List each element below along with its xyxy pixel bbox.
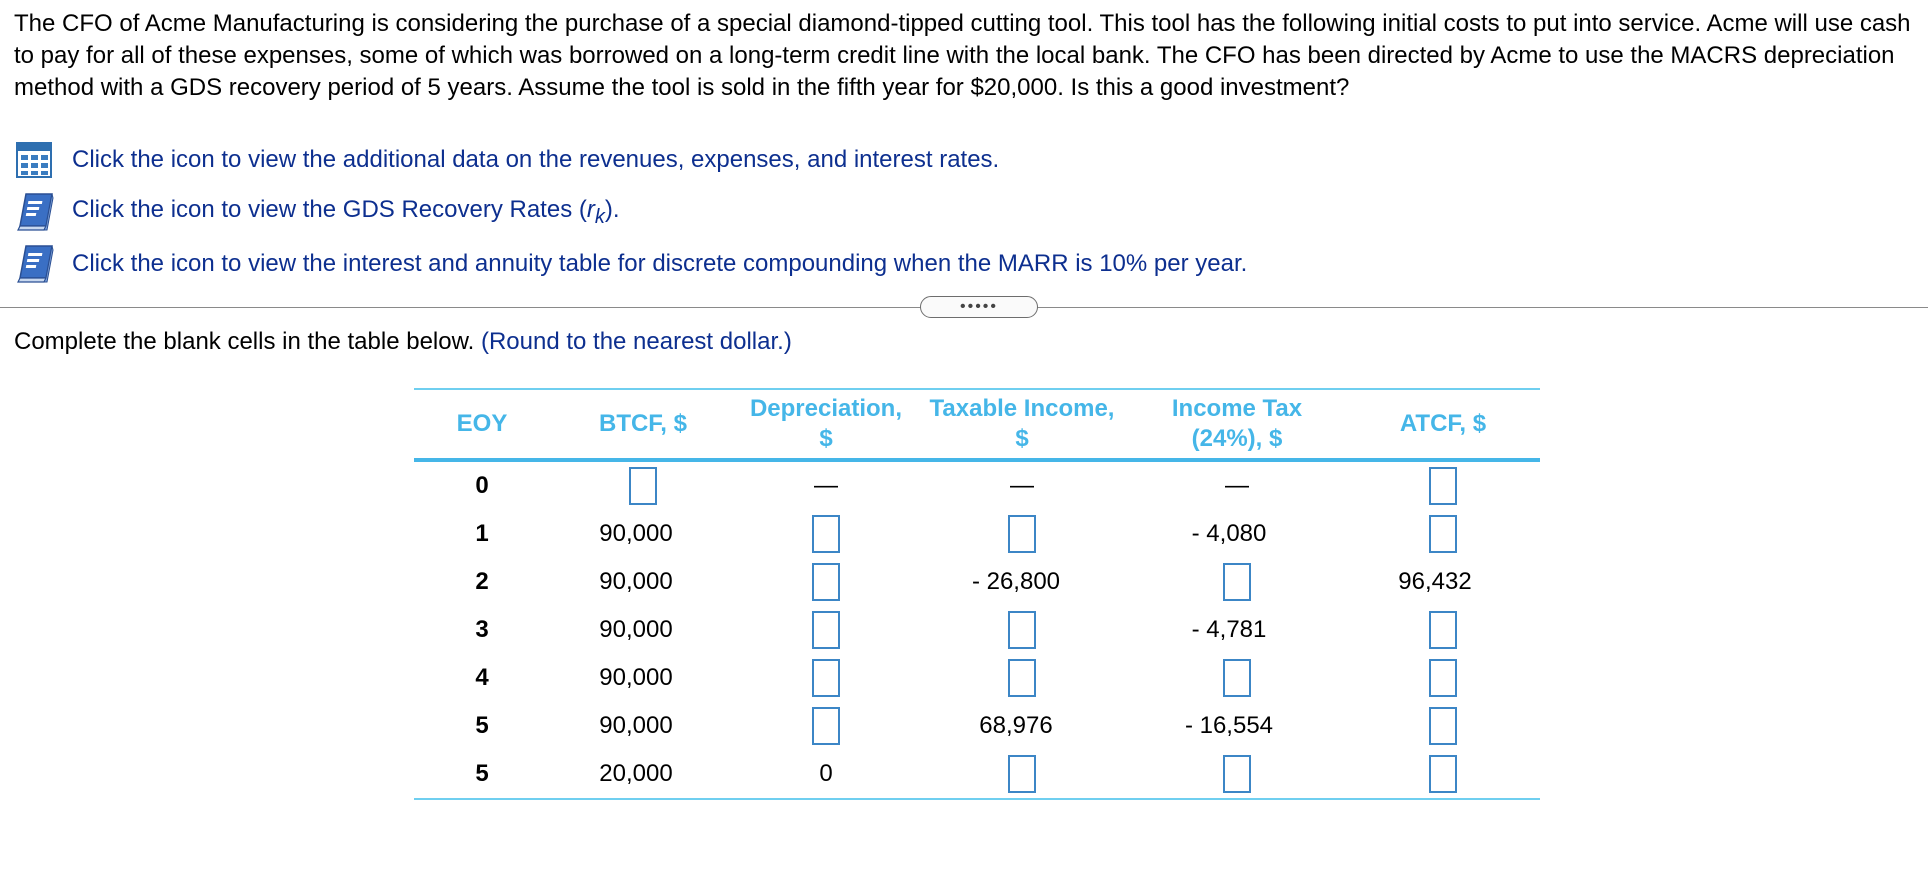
cell-tax	[1128, 558, 1346, 606]
input-taxable-6[interactable]	[1008, 755, 1036, 793]
cell-btcf: 20,000	[599, 760, 673, 787]
table-row	[414, 510, 1540, 558]
input-depreciation-1[interactable]	[812, 515, 840, 553]
input-atcf-1[interactable]	[1429, 515, 1457, 553]
cell-atcf	[1346, 702, 1540, 750]
header-btcf: BTCF, $	[550, 389, 736, 460]
cell-btcf: 90,000	[599, 712, 673, 739]
cell-tax: —	[1225, 472, 1249, 499]
cell-eoy: 2	[475, 568, 489, 595]
cell-tax	[1128, 654, 1346, 702]
cell-tax: - 4,781	[1191, 616, 1267, 643]
cell-atcf	[1346, 654, 1540, 702]
input-atcf-0[interactable]	[1429, 467, 1457, 505]
table-row	[414, 460, 1540, 510]
header-tax-line1: Income Tax	[1171, 395, 1303, 422]
cell-depreciation	[736, 606, 916, 654]
header-tax-line2: (24%), $	[1191, 425, 1283, 452]
input-taxable-4[interactable]	[1008, 659, 1036, 697]
instruction-text	[14, 328, 792, 356]
cell-taxable	[916, 606, 1128, 654]
cash-flow-table	[414, 388, 1540, 800]
cell-tax	[1128, 750, 1346, 799]
cell-atcf: 96,432	[1398, 568, 1472, 595]
expand-toggle-button[interactable]: •••••	[920, 296, 1038, 318]
header-taxable-line2: $	[1015, 425, 1029, 452]
cell-taxable	[916, 510, 1128, 558]
link-gds-recovery-rates[interactable]	[16, 186, 1247, 238]
input-tax-2[interactable]	[1223, 563, 1251, 601]
input-atcf-3[interactable]	[1429, 611, 1457, 649]
table-row	[414, 702, 1540, 750]
resource-links	[16, 134, 1247, 290]
input-depreciation-2[interactable]	[812, 563, 840, 601]
link-gds-recovery-rates-text[interactable]	[72, 196, 620, 229]
cell-tax: - 4,080	[1191, 520, 1267, 547]
input-depreciation-5[interactable]	[812, 707, 840, 745]
cell-eoy: 0	[475, 472, 489, 499]
input-depreciation-3[interactable]	[812, 611, 840, 649]
link-additional-data[interactable]	[16, 134, 1247, 186]
header-depreciation: Depreciation, $	[736, 389, 916, 460]
cell-taxable: - 26,800	[971, 568, 1061, 595]
rate-variable[interactable]: r	[586, 195, 595, 223]
cell-atcf	[1346, 510, 1540, 558]
link-interest-annuity-table-text[interactable]: Click the icon to view the interest and annuity table for discrete compounding when the MARR is 10% per year.	[72, 250, 1248, 277]
header-atcf: ATCF, $	[1346, 389, 1540, 460]
input-taxable-1[interactable]	[1008, 515, 1036, 553]
rate-subscript[interactable]: k	[594, 205, 605, 228]
table-row	[414, 606, 1540, 654]
cell-atcf	[1346, 606, 1540, 654]
cell-eoy: 1	[475, 520, 489, 547]
input-tax-4[interactable]	[1223, 659, 1251, 697]
link-additional-data-text[interactable]: Click the icon to view the additional data on the revenues, expenses, and interest rates.	[72, 146, 1000, 173]
instruction-main: Complete the blank cells in the table below.	[14, 328, 475, 355]
header-income-tax	[1128, 389, 1346, 460]
cell-eoy: 5	[475, 712, 489, 739]
cell-depreciation	[736, 702, 916, 750]
cell-eoy: 3	[475, 616, 489, 643]
cell-atcf	[1346, 460, 1540, 510]
input-depreciation-4[interactable]	[812, 659, 840, 697]
header-taxable-line1: Taxable Income,	[929, 395, 1115, 422]
link-text-end[interactable]: ).	[604, 195, 620, 223]
input-tax-6[interactable]	[1223, 755, 1251, 793]
link-text-part[interactable]: Click the icon to view the GDS Recovery Rates (	[72, 195, 587, 223]
cell-taxable	[916, 654, 1128, 702]
input-atcf-6[interactable]	[1429, 755, 1457, 793]
header-eoy: EOY	[414, 389, 550, 460]
cell-depreciation	[736, 654, 916, 702]
cell-btcf: 90,000	[599, 664, 673, 691]
cell-taxable	[916, 750, 1128, 799]
cell-btcf: 90,000	[599, 520, 673, 547]
cell-taxable: —	[1010, 472, 1034, 499]
book-icon[interactable]	[16, 192, 56, 232]
cell-eoy: 5	[475, 760, 489, 787]
cell-btcf: 90,000	[599, 616, 673, 643]
input-btcf-0[interactable]	[629, 467, 657, 505]
cell-depreciation	[736, 510, 916, 558]
cell-btcf	[550, 460, 736, 510]
instruction-hint: (Round to the nearest dollar.)	[480, 328, 792, 355]
cell-taxable: 68,976	[979, 712, 1053, 739]
input-taxable-3[interactable]	[1008, 611, 1036, 649]
table-row	[414, 750, 1540, 799]
cell-tax: - 16,554	[1184, 712, 1274, 739]
problem-statement: The CFO of Acme Manufacturing is considering the purchase of a special diamond-tipped cutting tool. This tool has the following initial costs to put into service. Acme will use cash to pay for all of these expenses, some of which was borrowed on a long-term credit line with the local bank. The CFO has been directed by Acme to use the MACRS depreciation method with a GDS recovery period of 5 years. Assume the tool is sold in the fifth year for $20,000. Is this a good investment?	[14, 10, 1911, 101]
input-atcf-4[interactable]	[1429, 659, 1457, 697]
cell-depreciation	[736, 558, 916, 606]
header-taxable-income	[916, 389, 1128, 460]
table-row	[414, 558, 1540, 606]
cell-eoy: 4	[475, 664, 489, 691]
cell-btcf: 90,000	[599, 568, 673, 595]
link-interest-annuity-table[interactable]	[16, 238, 1247, 290]
table-header-row	[414, 389, 1540, 460]
input-atcf-5[interactable]	[1429, 707, 1457, 745]
book-icon[interactable]	[16, 244, 56, 284]
cell-depreciation: 0	[819, 760, 833, 787]
cell-depreciation: —	[814, 472, 838, 499]
cell-atcf	[1346, 750, 1540, 799]
table-grid-icon[interactable]	[16, 140, 56, 180]
table-row	[414, 654, 1540, 702]
